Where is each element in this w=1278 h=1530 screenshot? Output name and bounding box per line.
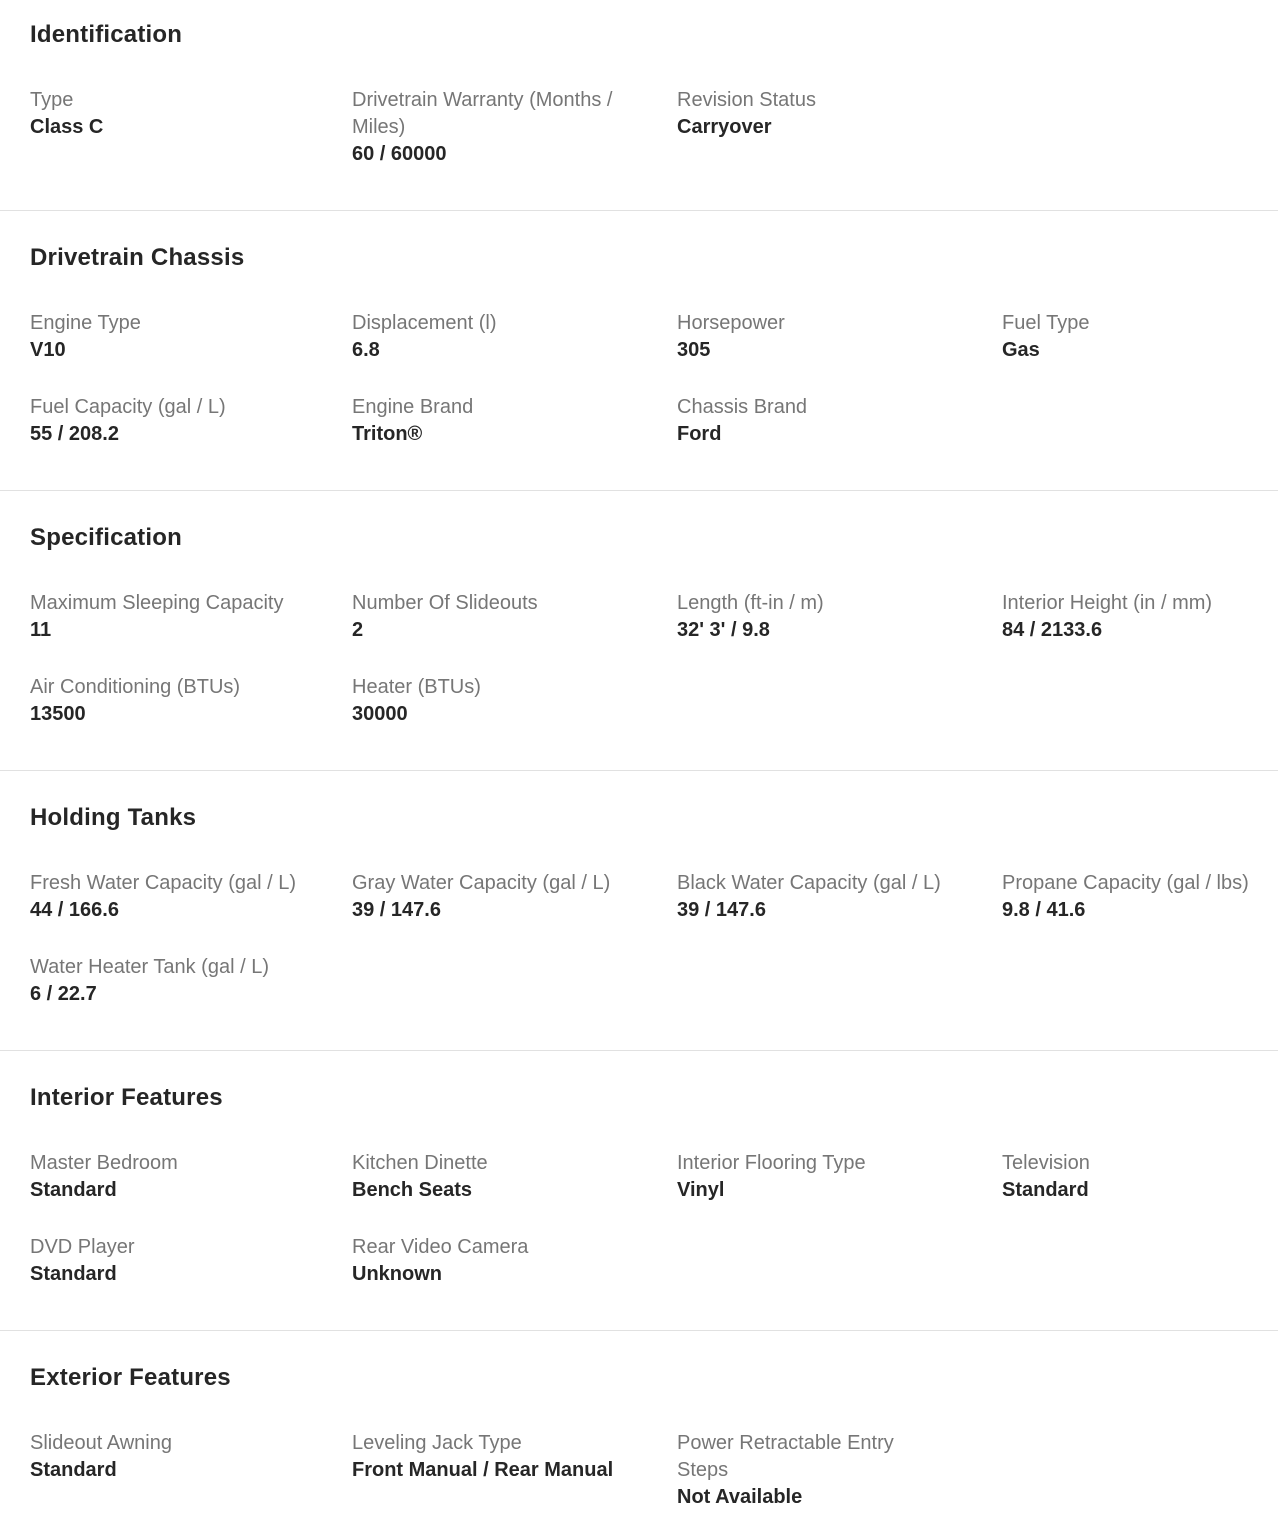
field-label: Displacement (l) — [352, 312, 497, 334]
spec-field — [677, 1150, 1002, 1204]
field-label: Television — [1002, 1152, 1090, 1174]
spec-field — [30, 87, 352, 141]
field-label: Propane Capacity (gal / lbs) — [1002, 872, 1249, 894]
field-label: Master Bedroom — [30, 1152, 178, 1174]
field-label: Power Retractable Entry Steps — [677, 1432, 894, 1481]
field-value: Vinyl — [677, 1179, 725, 1201]
spec-field — [30, 1150, 352, 1204]
field-value: Carryover — [677, 116, 772, 138]
field-value: 11 — [30, 619, 52, 641]
spec-field — [352, 590, 677, 644]
field-value: Standard — [30, 1179, 117, 1201]
field-value: 30000 — [352, 703, 408, 725]
field-label: Type — [30, 89, 74, 111]
field-label: Water Heater Tank (gal / L) — [30, 956, 269, 978]
field-label: Interior Height (in / mm) — [1002, 592, 1213, 614]
spec-section — [0, 1330, 1278, 1530]
field-value: 39 / 147.6 — [677, 899, 766, 921]
field-value: 84 / 2133.6 — [1002, 619, 1103, 641]
spec-field — [1002, 590, 1278, 644]
section-title: Interior Features — [30, 1084, 223, 1111]
field-label: Revision Status — [677, 89, 816, 111]
field-label: Rear Video Camera — [352, 1236, 529, 1258]
spec-field — [677, 310, 1002, 364]
field-label: Slideout Awning — [30, 1432, 172, 1454]
field-label: Kitchen Dinette — [352, 1152, 488, 1174]
spec-field — [30, 1430, 352, 1484]
field-label: Heater (BTUs) — [352, 676, 481, 698]
field-label: Fuel Type — [1002, 312, 1090, 334]
field-value: 6.8 — [352, 339, 380, 361]
field-value: 39 / 147.6 — [352, 899, 441, 921]
field-label: Maximum Sleeping Capacity — [30, 592, 284, 614]
spec-field — [30, 394, 352, 448]
spec-row — [30, 394, 1278, 448]
spec-section — [0, 0, 1278, 210]
spec-field — [1002, 310, 1278, 364]
field-label: Interior Flooring Type — [677, 1152, 866, 1174]
spec-field — [30, 954, 352, 1008]
field-label: Gray Water Capacity (gal / L) — [352, 872, 611, 894]
field-label: Fuel Capacity (gal / L) — [30, 396, 226, 418]
field-value: Class C — [30, 116, 104, 138]
field-label: Black Water Capacity (gal / L) — [677, 872, 941, 894]
field-label: Fresh Water Capacity (gal / L) — [30, 872, 297, 894]
section-title: Drivetrain Chassis — [30, 244, 245, 271]
field-value: Front Manual / Rear Manual — [352, 1459, 614, 1481]
field-value: Ford — [677, 423, 722, 445]
spec-section — [0, 490, 1278, 770]
field-value: 32' 3' / 9.8 — [677, 619, 770, 641]
field-value: Not Available — [677, 1486, 803, 1508]
field-value: Standard — [30, 1459, 117, 1481]
field-label: Air Conditioning (BTUs) — [30, 676, 241, 698]
spec-row — [30, 590, 1278, 644]
field-label: DVD Player — [30, 1236, 135, 1258]
spec-field — [677, 590, 1002, 644]
field-value: Triton® — [352, 423, 423, 445]
field-value: 60 / 60000 — [352, 143, 447, 165]
spec-row — [30, 1150, 1278, 1204]
spec-field — [1002, 870, 1278, 924]
spec-field — [1002, 1150, 1278, 1204]
spec-field — [30, 870, 352, 924]
spec-row — [30, 674, 1278, 728]
spec-field — [352, 674, 677, 728]
field-value: 13500 — [30, 703, 86, 725]
field-value: Unknown — [352, 1263, 442, 1285]
spec-field — [352, 1150, 677, 1204]
spec-row — [30, 87, 1278, 168]
spec-field — [677, 870, 1002, 924]
section-title: Exterior Features — [30, 1364, 231, 1391]
section-title: Holding Tanks — [30, 804, 197, 831]
spec-row — [30, 1430, 1278, 1511]
spec-field — [677, 1430, 1002, 1511]
spec-field — [677, 87, 1002, 141]
field-value: V10 — [30, 339, 66, 361]
field-value: 2 — [352, 619, 364, 641]
section-title: Specification — [30, 524, 182, 551]
field-label: Number Of Slideouts — [352, 592, 538, 614]
field-value: 44 / 166.6 — [30, 899, 119, 921]
field-value: 6 / 22.7 — [30, 983, 97, 1005]
spec-field — [352, 87, 677, 168]
section-title: Identification — [30, 21, 183, 48]
spec-section — [0, 770, 1278, 1050]
spec-field — [352, 1430, 677, 1484]
spec-field — [352, 394, 677, 448]
field-value: Gas — [1002, 339, 1040, 361]
field-value: 55 / 208.2 — [30, 423, 119, 445]
spec-field — [352, 1234, 677, 1288]
field-label: Engine Brand — [352, 396, 474, 418]
field-value: 305 — [677, 339, 711, 361]
field-label: Chassis Brand — [677, 396, 808, 418]
spec-row — [30, 870, 1278, 924]
spec-section — [0, 210, 1278, 490]
spec-row — [30, 310, 1278, 364]
spec-field — [30, 1234, 352, 1288]
spec-field — [30, 590, 352, 644]
spec-field — [677, 394, 1002, 448]
field-label: Drivetrain Warranty (Months / Miles) — [352, 89, 613, 138]
field-value: Bench Seats — [352, 1179, 473, 1201]
field-label: Length (ft-in / m) — [677, 592, 824, 614]
field-value: Standard — [30, 1263, 117, 1285]
field-value: Standard — [1002, 1179, 1089, 1201]
field-label: Engine Type — [30, 312, 141, 334]
field-label: Horsepower — [677, 312, 785, 334]
spec-section — [0, 1050, 1278, 1330]
field-value: 9.8 / 41.6 — [1002, 899, 1086, 921]
spec-field — [352, 310, 677, 364]
spec-field — [30, 674, 352, 728]
spec-field — [30, 310, 352, 364]
spec-field — [352, 870, 677, 924]
spec-row — [30, 954, 1278, 1008]
field-label: Leveling Jack Type — [352, 1432, 522, 1454]
spec-row — [30, 1234, 1278, 1288]
